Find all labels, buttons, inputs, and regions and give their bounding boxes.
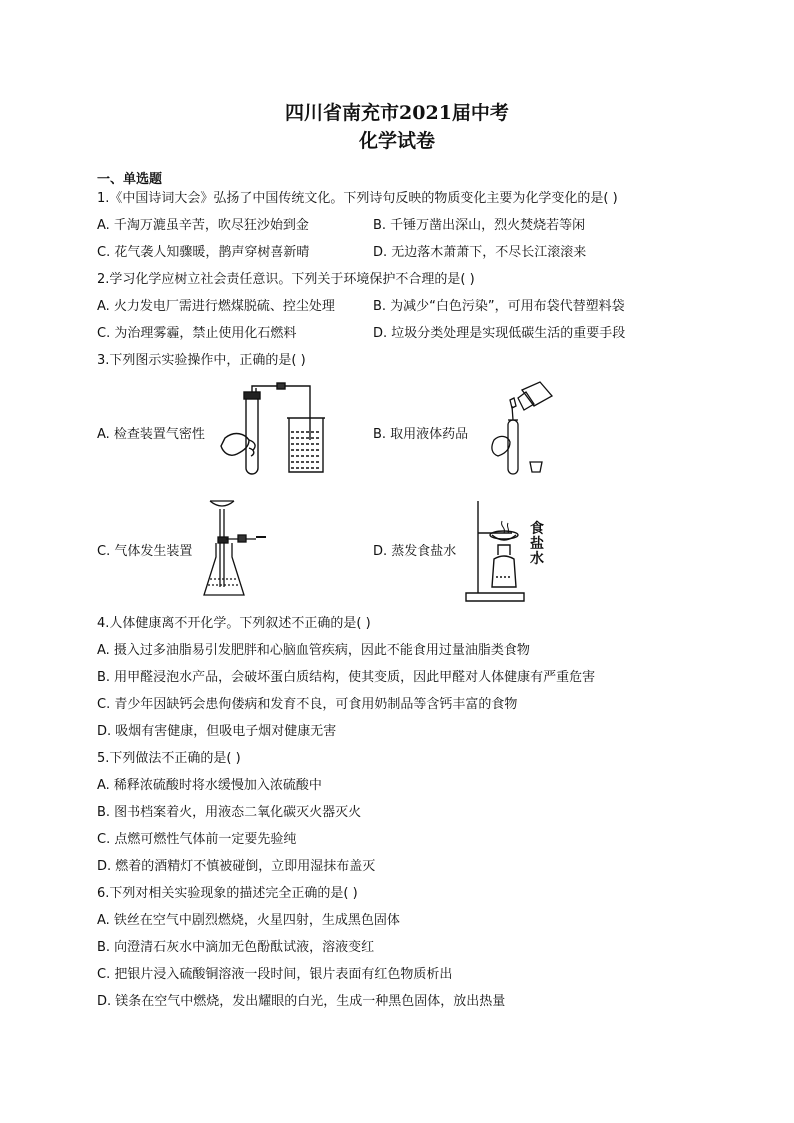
question-6-option-b: B. 向澄清石灰水中滴加无色酚酞试液，溶液变红 — [97, 940, 375, 955]
question-2-option-b: B. 为减少“白色污染”，可用布袋代替塑料袋 — [373, 299, 625, 314]
question-6-stem: 6.下列对相关实验现象的描述完全正确的是( ) — [97, 886, 358, 901]
gas-generator-figure — [200, 495, 280, 605]
pour-liquid-figure — [480, 380, 560, 480]
question-4-stem: 4.人体健康离不开化学。下列叙述不正确的是( ) — [97, 616, 371, 631]
question-6-option-c: C. 把银片浸入硫酸铜溶液一段时间，银片表面有红色物质析出 — [97, 967, 453, 982]
question-1-option-a: A. 千淘万漉虽辛苦，吹尽狂沙始到金 — [97, 218, 309, 233]
question-3-option-b: B. 取用液体药品 — [373, 427, 469, 442]
question-6-option-d: D. 镁条在空气中燃烧，发出耀眼的白光，生成一种黑色固体，放出热量 — [97, 994, 506, 1009]
question-4-option-c: C. 青少年因缺钙会患佝偻病和发育不良，可食用奶制品等含钙丰富的食物 — [97, 697, 518, 712]
question-3-option-d: D. 蒸发食盐水 — [373, 544, 457, 559]
question-6-option-a: A. 铁丝在空气中剧烈燃烧，火星四射，生成黑色固体 — [97, 913, 400, 928]
saltwater-label: 食 盐 水 — [530, 521, 544, 567]
question-1-option-d: D. 无边落木萧萧下，不尽长江滚滚来 — [373, 245, 587, 260]
question-4-option-b: B. 用甲醛浸泡水产品，会破坏蛋白质结构，使其变质，因此甲醛对人体健康有严重危害 — [97, 670, 596, 685]
question-2-option-d: D. 垃圾分类处理是实现低碳生活的重要手段 — [373, 326, 626, 341]
page-title: 四川省南充市2021届中考 — [285, 102, 509, 124]
question-3-stem: 3.下列图示实验操作中，正确的是( ) — [97, 353, 306, 368]
question-3-option-a: A. 检查装置气密性 — [97, 427, 205, 442]
question-5-option-d: D. 燃着的酒精灯不慎被碰倒，立即用湿抹布盖灭 — [97, 859, 376, 874]
question-2-option-c: C. 为治理雾霾，禁止使用化石燃料 — [97, 326, 297, 341]
question-2-stem: 2.学习化学应树立社会责任意识。下列关于环境保护不合理的是( ) — [97, 272, 475, 287]
question-1-option-c: C. 花气袭人知骤暖，鹊声穿树喜新晴 — [97, 245, 310, 260]
question-5-stem: 5.下列做法不正确的是( ) — [97, 751, 241, 766]
question-5-option-b: B. 图书档案着火，用液态二氧化碳灭火器灭火 — [97, 805, 362, 820]
section-heading: 一、单选题 — [97, 172, 163, 187]
question-5-option-a: A. 稀释浓硫酸时将水缓慢加入浓硫酸中 — [97, 778, 322, 793]
question-1-option-b: B. 千锤万凿出深山，烈火焚烧若等闲 — [373, 218, 586, 233]
question-4-option-d: D. 吸烟有害健康，但吸电子烟对健康无害 — [97, 724, 337, 739]
airtightness-check-figure — [215, 380, 325, 480]
page-subtitle: 化学试卷 — [358, 130, 435, 152]
question-1-stem: 1.《中国诗词大会》弘扬了中国传统文化。下列诗句反映的物质变化主要为化学变化的是( ) — [97, 191, 618, 206]
question-4-option-a: A. 摄入过多油脂易引发肥胖和心脑血管疾病，因此不能食用过量油脂类食物 — [97, 643, 530, 658]
question-3-option-c: C. 气体发生装置 — [97, 544, 193, 559]
question-5-option-c: C. 点燃可燃性气体前一定要先验纯 — [97, 832, 297, 847]
question-2-option-a: A. 火力发电厂需进行燃煤脱硫、控尘处理 — [97, 299, 335, 314]
